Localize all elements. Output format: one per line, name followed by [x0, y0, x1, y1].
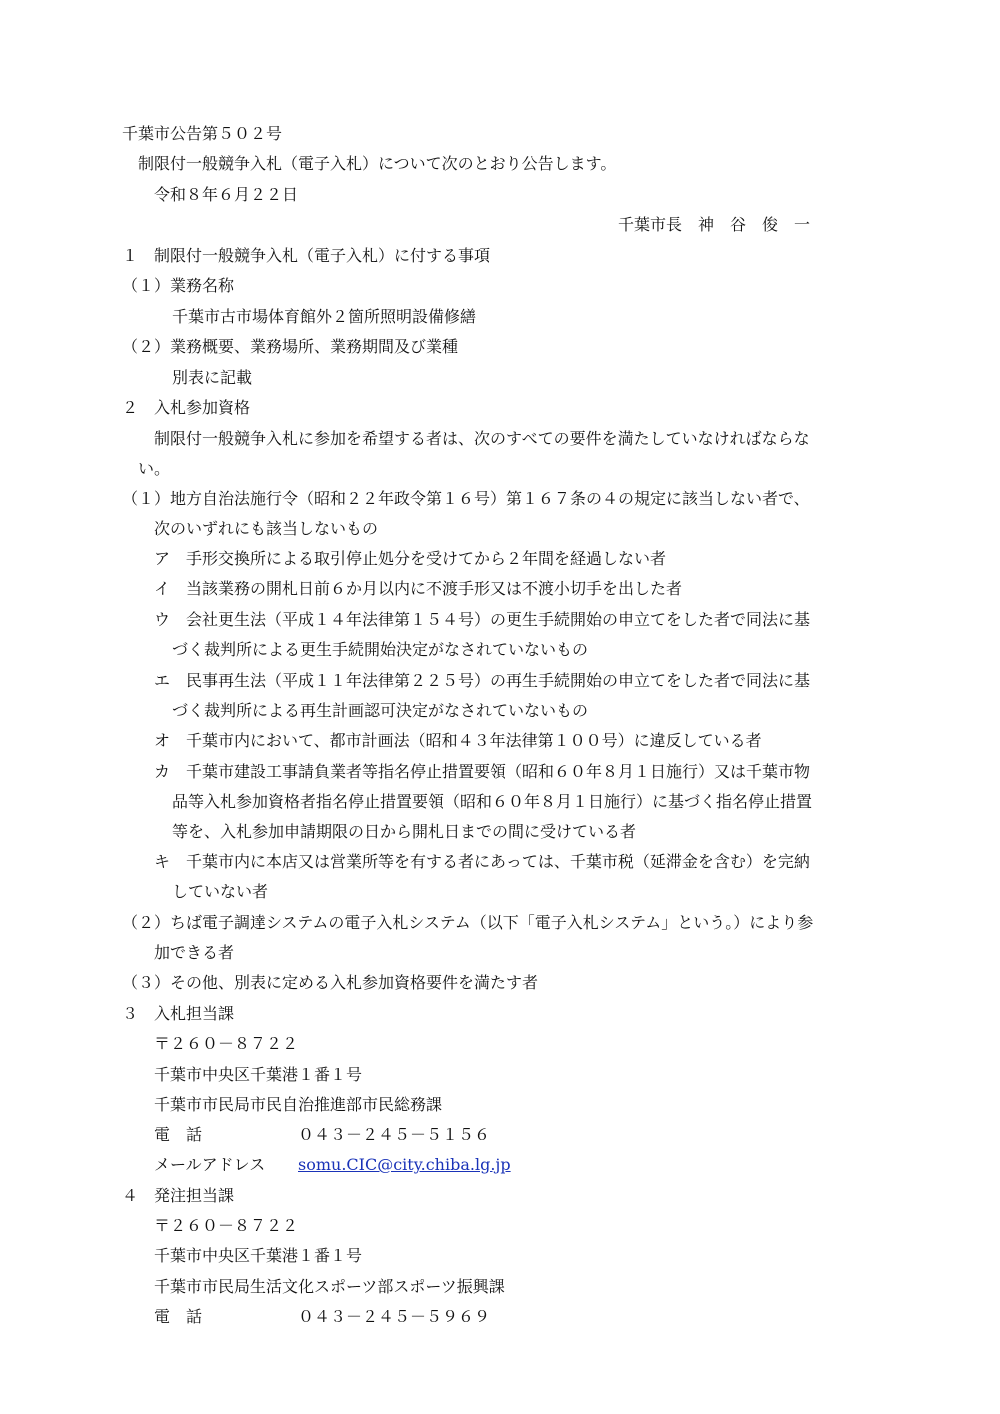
- requirement-1-item-ki-line-1: キ 千葉市内に本店又は営業所等を有する者にあっては、千葉市税（延滞金を含む）を完納: [154, 852, 810, 871]
- section-1-heading: １ 制限付一般競争入札（電子入札）に付する事項: [122, 246, 491, 265]
- section-4-postal: 〒２６０－８７２２: [154, 1216, 299, 1235]
- requirement-1-item-ka-line-3: 等を、入札参加申請期限の日から開札日までの間に受けている者: [172, 822, 637, 841]
- requirement-1-item-i: イ 当該業務の開札日前６か月以内に不渡手形又は不渡小切手を出した者: [154, 579, 683, 598]
- section-3-phone-label: 電 話: [154, 1125, 203, 1144]
- requirement-1-item-e-line-2: づく裁判所による再生計画認可決定がなされていないもの: [172, 701, 589, 720]
- section-3-mail-row: [154, 1154, 511, 1176]
- section-4-phone-label: 電 話: [154, 1307, 203, 1326]
- requirement-3: （３）その他、別表に定める入札参加資格要件を満たす者: [122, 973, 539, 992]
- section-1-item-2-label: （２）業務概要、業務場所、業務期間及び業種: [122, 337, 459, 356]
- section-2-lead-line-1: 制限付一般競争入札に参加を希望する者は、次のすべての要件を満たしていなければならな: [154, 429, 810, 448]
- section-3-mail-label: メールアドレス: [154, 1155, 266, 1174]
- section-1-item-1-value: 千葉市古市場体育館外２箇所照明設備修繕: [172, 307, 477, 326]
- section-3-postal: 〒２６０－８７２２: [154, 1034, 299, 1053]
- notice-issuer: 千葉市長 神 谷 俊 一: [617, 215, 810, 234]
- requirement-1-item-ki-line-2: していない者: [172, 882, 269, 901]
- requirement-1-line-1: （１）地方自治法施行令（昭和２２年政令第１６号）第１６７条の４の規定に該当しない者で、: [122, 489, 810, 508]
- section-4-heading: ４ 発注担当課: [122, 1186, 235, 1205]
- requirement-1-item-ka-line-2: 品等入札参加資格者指名停止措置要領（昭和６０年８月１日施行）に基づく指名停止措置: [172, 792, 813, 811]
- requirement-1-item-u-line-2: づく裁判所による更生手続開始決定がなされていないもの: [172, 640, 589, 659]
- requirement-1-item-ka-line-1: カ 千葉市建設工事請負業者等指名停止措置要領（昭和６０年８月１日施行）又は千葉市物: [154, 762, 811, 781]
- section-4-phone-row: [154, 1306, 490, 1328]
- requirement-1-item-u-line-1: ウ 会社更生法（平成１４年法律第１５４号）の更生手続開始の申立てをした者で同法に基: [154, 610, 811, 629]
- section-4-address: 千葉市中央区千葉港１番１号: [154, 1246, 363, 1265]
- requirement-1-line-2: 次のいずれにも該当しないもの: [154, 519, 379, 538]
- notice-date: 令和８年６月２２日: [154, 185, 299, 204]
- section-1-item-1-label: （１）業務名称: [122, 276, 235, 295]
- section-1-item-2-value: 別表に記載: [172, 368, 253, 387]
- section-3-phone-row: [154, 1124, 490, 1146]
- notice-number: 千葉市公告第５０２号: [122, 124, 283, 143]
- section-2-lead-line-2: い。: [138, 459, 171, 478]
- section-4-phone-number: ０４３－２４５－５９６９: [298, 1307, 491, 1326]
- requirement-2-line-2: 加できる者: [154, 943, 235, 962]
- section-3-phone-number: ０４３－２４５－５１５６: [298, 1125, 491, 1144]
- requirement-1-item-a: ア 手形交換所による取引停止処分を受けてから２年間を経過しない者: [154, 549, 667, 568]
- notice-intro: 制限付一般競争入札（電子入札）について次のとおり公告します。: [138, 154, 617, 173]
- requirement-1-item-o: オ 千葉市内において、都市計画法（昭和４３年法律第１００号）に違反している者: [154, 731, 762, 750]
- section-2-heading: ２ 入札参加資格: [122, 398, 251, 417]
- section-3-heading: ３ 入札担当課: [122, 1004, 235, 1023]
- requirement-2-line-1: （２）ちば電子調達システムの電子入札システム（以下「電子入札システム」という。）により参: [122, 913, 814, 932]
- section-4-dept: 千葉市市民局生活文化スポーツ部スポーツ振興課: [154, 1277, 505, 1296]
- section-3-address: 千葉市中央区千葉港１番１号: [154, 1065, 363, 1084]
- requirement-1-item-e-line-1: エ 民事再生法（平成１１年法律第２２５号）の再生手続開始の申立てをした者で同法に基: [154, 671, 811, 690]
- section-3-mail-link[interactable]: somu.CIC@city.chiba.lg.jp: [298, 1155, 511, 1174]
- section-3-dept: 千葉市市民局市民自治推進部市民総務課: [154, 1095, 443, 1114]
